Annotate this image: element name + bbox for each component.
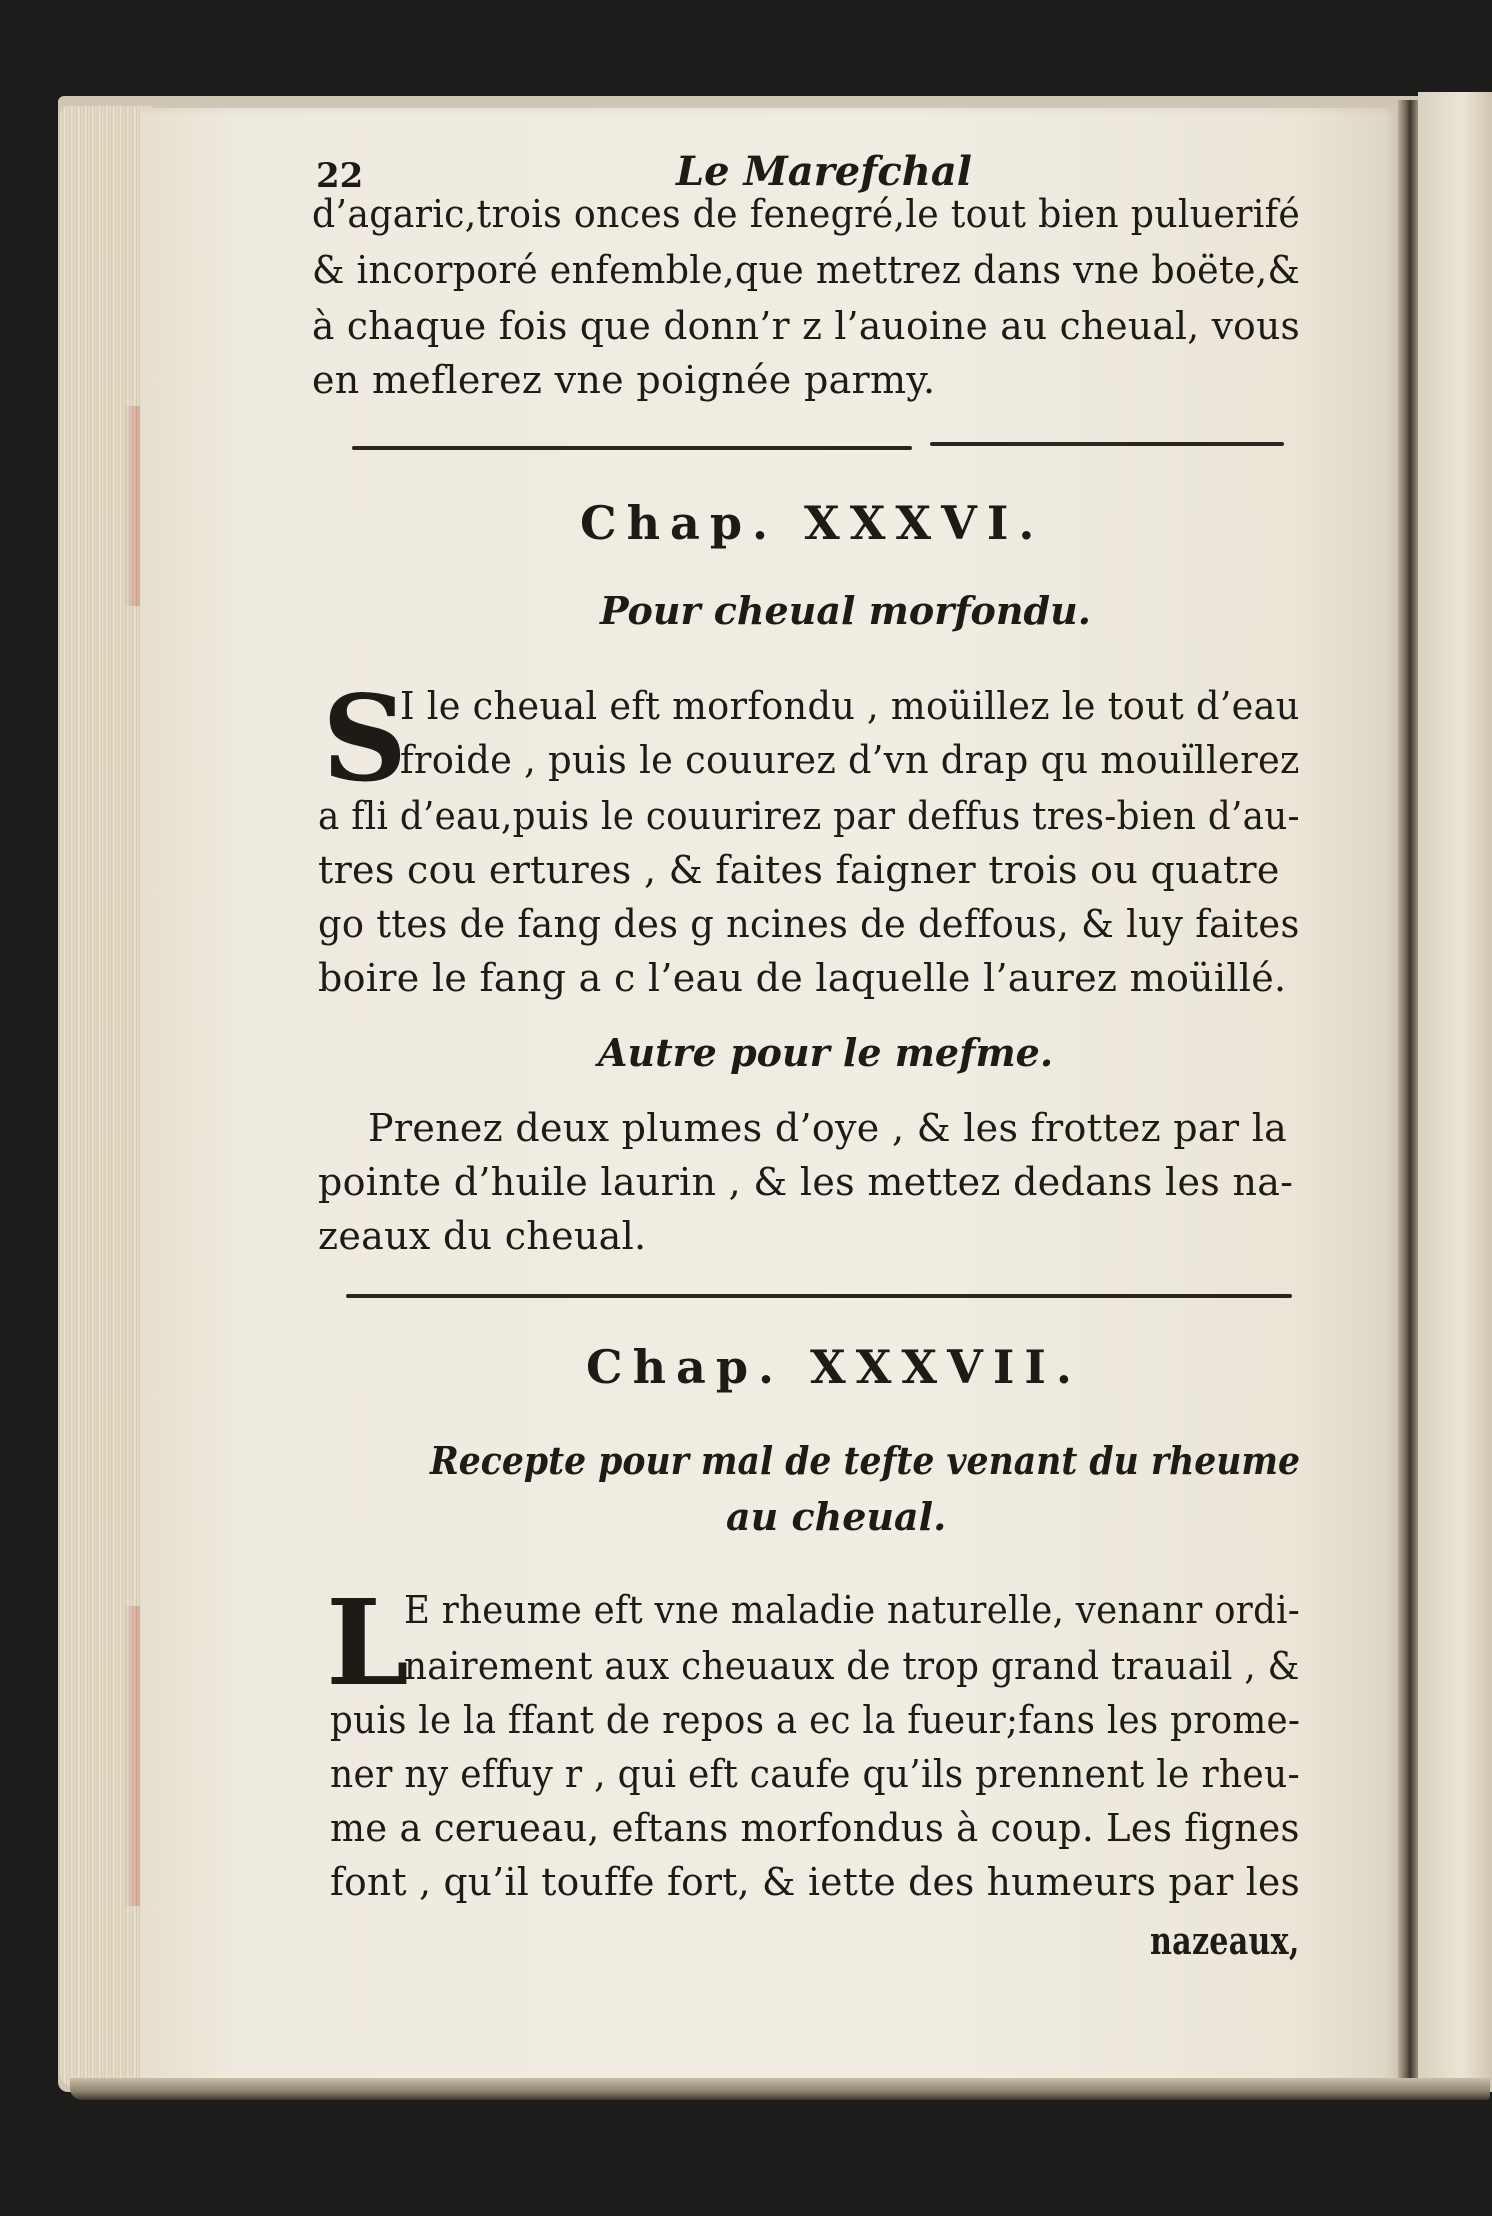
drop-capital: S — [322, 669, 408, 808]
section-rule — [346, 1294, 1292, 1298]
page-number: 22 — [316, 156, 364, 196]
body-line: go ttes de fang des g ncines de deffous, & luy faites — [318, 902, 1300, 946]
body-line: ner ny effuy r , qui eft caufe qu’ils prennent le rheu- — [330, 1752, 1300, 1796]
body-line: me a cerueau, eftans morfondus à coup. Les fignes — [330, 1806, 1300, 1850]
running-title: Le Marefchal — [676, 148, 972, 195]
body-line: nairement aux cheuaux de trop grand trauail , & — [404, 1644, 1300, 1688]
body-line: font , qu’il touffe fort, & iette des humeurs par les — [330, 1860, 1301, 1904]
drop-capital: L — [326, 1573, 409, 1712]
body-line: boire le fang a c l’eau de laquelle l’aurez moüillé. — [318, 956, 1287, 1000]
intro-line: & incorporé enfemble,que mettrez dans vne boëte,& — [312, 248, 1301, 292]
body-line: Prenez deux plumes d’oye , & les frottez par la — [368, 1106, 1288, 1150]
body-line: E rheume eft vne maladie naturelle, venanr ordi- — [404, 1588, 1301, 1632]
body-line: I le cheual eft morfondu , moüillez le tout d’eau — [400, 684, 1300, 728]
body-line: pointe d’huile laurin , & les mettez dedans les na- — [318, 1160, 1294, 1204]
intro-line: en meflerez vne poignée parmy. — [312, 358, 936, 402]
body-line: zeaux du cheual. — [318, 1214, 647, 1258]
chapter-title: au cheual. — [726, 1494, 947, 1539]
intro-line: à chaque fois que donn’r z l’auoine au cheual, vous — [312, 304, 1301, 348]
body-line: a fli d’eau,puis le couurirez par deffus tres-bien d’au- — [318, 794, 1300, 838]
chapter-title: Recepte pour mal de tefte venant du rheume — [430, 1438, 1301, 1483]
catchword: nazeaux, — [1150, 1918, 1300, 1963]
chapter-heading: Chap. XXXVII. — [586, 1340, 1082, 1394]
chapter-title: Pour cheual morfondu. — [600, 588, 1091, 633]
section-rule — [352, 446, 912, 450]
section-subtitle: Autre pour le mefme. — [598, 1030, 1054, 1075]
body-line: froide , puis le couurez d’vn drap qu mouïllerez — [400, 738, 1300, 782]
section-rule — [930, 442, 1284, 446]
body-line: puis le la ffant de repos a ec la fueur;fans les prome- — [330, 1698, 1301, 1742]
chapter-heading: Chap. XXXVI. — [580, 496, 1045, 550]
body-line: tres cou ertures , & faites faigner trois ou quatre — [318, 848, 1280, 892]
intro-line: d’agaric,trois onces de fenegré,le tout bien puluerifé — [312, 192, 1301, 236]
